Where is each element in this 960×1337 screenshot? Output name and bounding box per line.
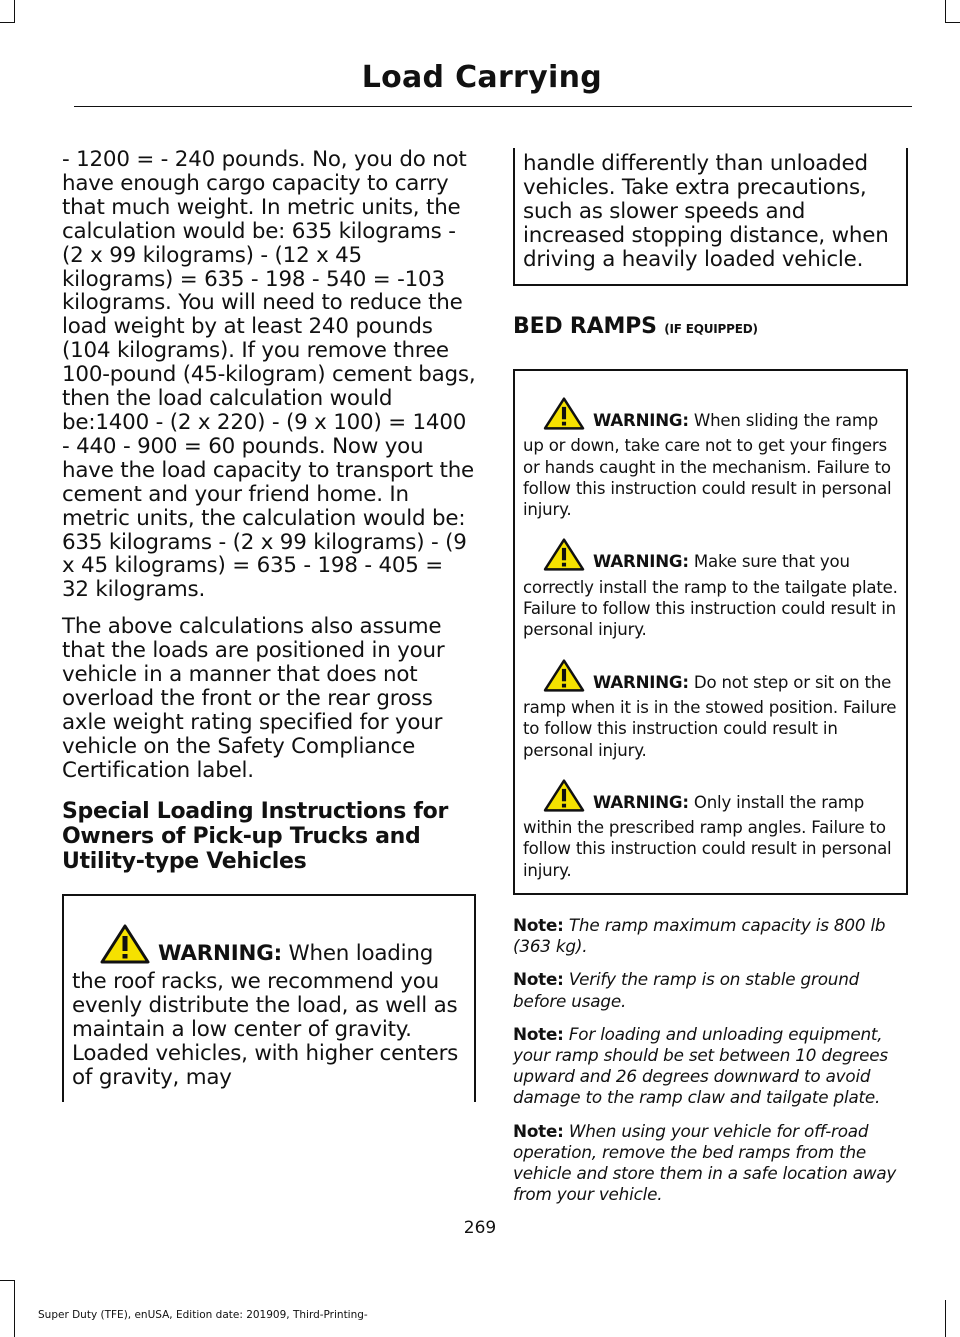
crop-mark [14, 1280, 15, 1337]
warning-triangle-icon [543, 397, 585, 435]
warning-message [523, 538, 898, 640]
note-text: For loading and unloading equipment, your ramp should be set between 10 degrees upward and 26 degrees downward to avoid damage to the ramp claw and tailgate plate. [513, 1023, 888, 1108]
crop-mark [945, 22, 960, 23]
note-label: Note: [513, 1120, 564, 1141]
warning-message [523, 659, 898, 761]
note-text: The ramp maximum capacity is 800 lb (363 kg). [513, 915, 886, 957]
warning-triangle-icon [100, 924, 150, 970]
note-label: Note: [513, 915, 564, 936]
right-column [513, 148, 908, 1205]
warning-triangle-icon [543, 659, 585, 697]
note [513, 1024, 908, 1109]
warning-text: When sliding the ramp up or down, take care not to get your fingers or hands caught in the mechanism. Failure to follow this instruction could result in personal injury. [523, 411, 892, 520]
warning-label: WARNING: [593, 411, 689, 430]
section-heading [513, 314, 908, 339]
crop-mark [945, 1300, 946, 1337]
note-text: When using your vehicle for off-road operation, remove the bed ramps from the vehicle and store them in a safe location away from your vehicle. [513, 1120, 897, 1205]
left-column [62, 148, 476, 1102]
page-header-title: Load Carrying [361, 60, 602, 95]
body-paragraph: - 1200 = - 240 pounds. No, you do not have enough cargo capacity to carry that much weight. In metric units, the calculation would be: 635 kilograms - (2 x 99 kilograms) - (12 x 45 kilograms) = 635 - 198 - 540 = -103 kilograms. You will need to reduce the load weight by at least 240 pounds (104 kilograms). If you remove three 100-pound (45-kilogram) cement bags, then the load calculation would be:1400 - (2 x 220) - (9 x 100) = 1400 - 440 - 900 = 60 pounds. Now you have the load capacity to transport the cement and your friend home. In metric units, the calculation would be: 635 kilograms - (2 x 99 kilograms) - (9 x 45 kilograms) = 635 - 198 - 405 = 32 kilograms. [62, 147, 476, 603]
warning-text: Only install the ramp within the prescribed ramp angles. Failure to follow this instruction could result in personal injury. [523, 792, 892, 880]
warning-text: Do not step or sit on the ramp when it is in the stowed position. Failure to follow this instruction could result in personal injury. [523, 672, 897, 760]
section-title: BED RAMPS [513, 314, 657, 339]
body-paragraph: The above calculations also assume that the loads are positioned in your vehicle in a manner that does not overload the front or the rear gross axle weight rating specified for your vehicle on the Safety Compliance Certification label. [62, 614, 445, 783]
warning-label: WARNING: [593, 792, 689, 812]
warning-text: When loading the roof racks, we recommend you evenly distribute the load, as well as maintain a low center of gravity. Loaded vehicles, with higher centers of gravity, may [72, 940, 459, 1090]
warning-box-continued [513, 148, 908, 286]
warning-triangle-icon [543, 779, 585, 817]
page-number: 269 [463, 1218, 497, 1238]
crop-mark [14, 0, 15, 22]
warning-label: WARNING: [593, 552, 689, 572]
warning-label: WARNING: [158, 940, 282, 966]
header-divider [74, 106, 912, 107]
warning-label: WARNING: [593, 672, 689, 692]
note-label: Note: [513, 969, 564, 990]
crop-mark [0, 22, 15, 23]
warning-message [523, 397, 898, 520]
crop-mark [0, 1280, 15, 1281]
footer-edition-info: Super Duty (TFE), enUSA, Edition date: 201909, Third-Printing- [38, 1309, 368, 1321]
warning-continued-text: handle differently than unloaded vehicles. Take extra precautions, such as slower speeds and increased stopping distance, when driving a heavily loaded vehicle. [523, 151, 889, 272]
section-tag: (IF EQUIPPED) [664, 322, 758, 336]
warning-box [62, 894, 476, 1102]
warning-box [513, 369, 908, 895]
warning-message [523, 779, 898, 881]
warning-message [72, 924, 465, 1090]
crop-mark [945, 0, 946, 22]
warning-triangle-icon [543, 538, 585, 576]
note-label: Note: [513, 1023, 564, 1044]
note [513, 969, 908, 1011]
warning-text: Make sure that you correctly install the ramp to the tailgate plate. Failure to follow this instruction could result in personal injury. [523, 552, 898, 640]
note [513, 1121, 908, 1206]
subheading: Special Loading Instructions for Owners of Pick-up Trucks and Utility-type Vehicles [62, 798, 449, 874]
note [513, 915, 908, 957]
note-text: Verify the ramp is on stable ground before usage. [513, 969, 860, 1011]
